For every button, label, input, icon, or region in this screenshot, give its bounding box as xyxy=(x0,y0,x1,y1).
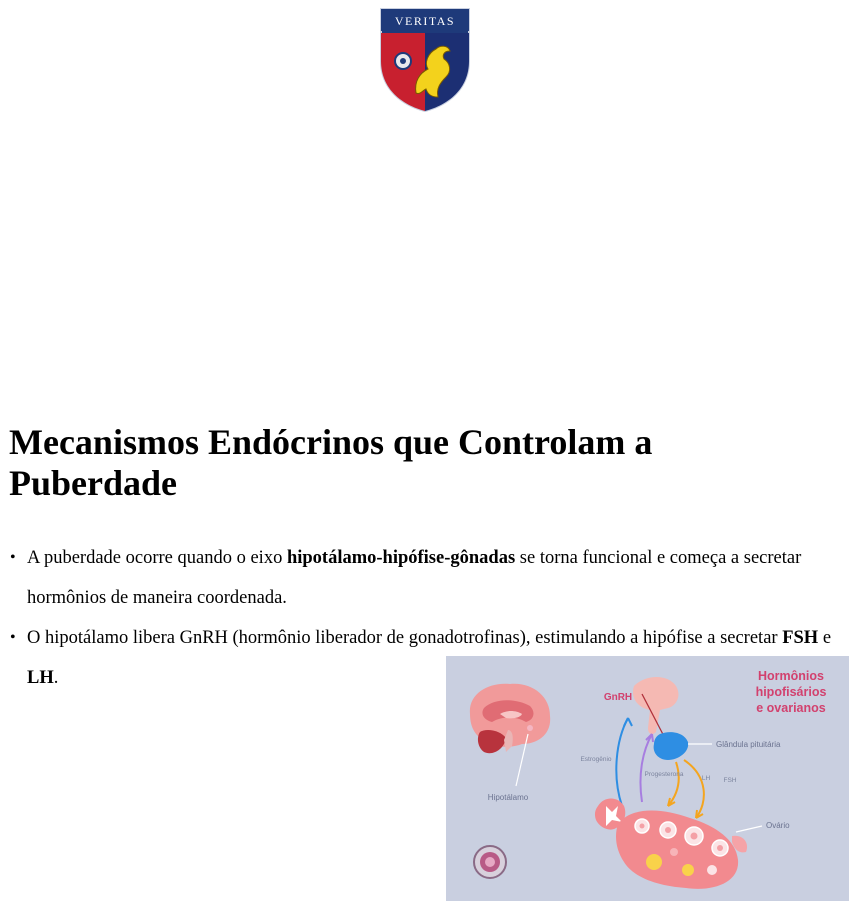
page-title: Mecanismos Endócrinos que Controlam a Puberdade xyxy=(9,422,653,503)
hypothalamus-label: Hipotálamo xyxy=(487,793,529,802)
fsh-label: FSH xyxy=(723,777,737,784)
hormones-illustration xyxy=(446,656,849,901)
bullet-text: A puberdade ocorre quando o eixo xyxy=(27,548,287,568)
figure-title-line2: hipofisários xyxy=(755,685,827,699)
bullet-emphasis: FSH xyxy=(782,628,819,648)
bullet-text: se torna funcional e começa a secretar hormônios de maneira coordenada. xyxy=(27,548,802,608)
bullet-emphasis: LH xyxy=(27,668,54,688)
pituitary-label: Glândula pituitária xyxy=(716,740,781,749)
bullet-text: e xyxy=(818,628,832,648)
logo-motto: VERITAS xyxy=(394,14,456,28)
bullet-text: O hipotálamo libera GnRH (hormônio liberador de gonadotrofinas), estimulando a hipófise a secretar xyxy=(27,628,783,648)
bullet-item xyxy=(10,538,840,618)
ovary-label: Ovário xyxy=(766,821,790,830)
progesterone-label: Progesterona xyxy=(644,771,684,778)
gnrh-label: GnRH xyxy=(603,692,633,703)
egg-cell-icon xyxy=(474,846,506,878)
bullet-emphasis: hipotálamo-hipófise-gônadas xyxy=(286,548,516,568)
figure-title-line3: e ovarianos xyxy=(756,701,826,715)
bullet-text: . xyxy=(53,668,59,688)
lh-label: LH xyxy=(701,775,711,782)
veritas-shield-logo xyxy=(378,5,472,113)
estrogen-label: Estrogênio xyxy=(580,756,612,763)
figure-title-line1: Hormônios xyxy=(758,669,824,683)
